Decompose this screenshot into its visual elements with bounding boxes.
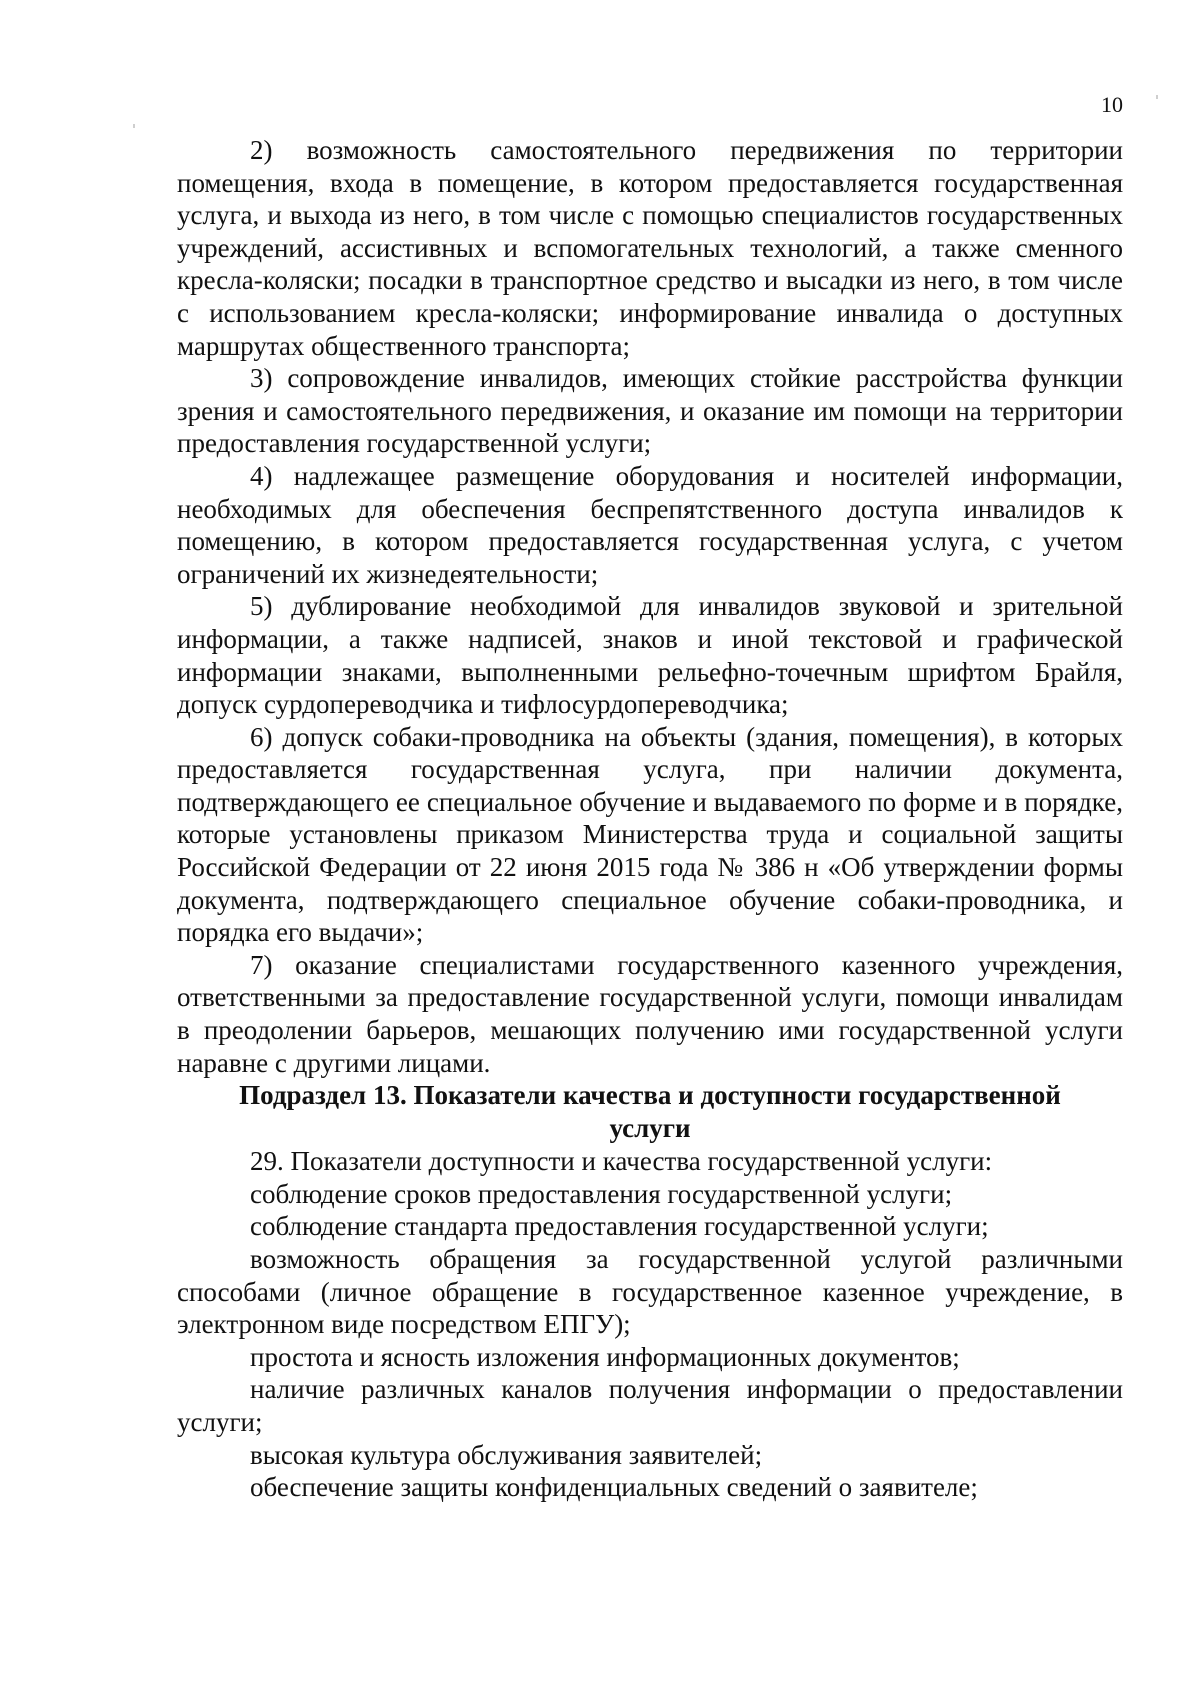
indicator-item: обеспечение защиты конфиденциальных сведений о заявителе; xyxy=(250,1472,978,1503)
indicator-item: наличие различных каналов получения информации о предоставлении услуги; xyxy=(177,1374,1123,1437)
indicator-item: высокая культура обслуживания заявителей; xyxy=(250,1439,763,1470)
list-item-4: 4) надлежащее размещение оборудования и носителей информации, необходимых для обеспечения беспрепятственного доступа инвалидов к помещению, в котором предоставляется государственная услуга, с учетом ограничений их жизнедеятельности; xyxy=(177,460,1123,589)
scan-artifact-left xyxy=(133,124,135,128)
list-item-7: 7) оказание специалистами государственного казенного учреждения, ответственными за предоставление государственной услуги, помощи инвалидам в преодолении барьеров, мешающих получению ими государственной услуги наравне с другими лицами. xyxy=(177,949,1123,1078)
paragraph-29: 29. Показатели доступности и качества государственной услуги: xyxy=(250,1146,993,1177)
indicator-item: соблюдение сроков предоставления государственной услуги; xyxy=(250,1178,953,1209)
scan-artifact-right xyxy=(1156,95,1158,99)
indicator-item: простота и ясность изложения информационных документов; xyxy=(250,1341,960,1372)
list-item-3: 3) сопровождение инвалидов, имеющих стойкие расстройства функции зрения и самостоятельного передвижения, и оказание им помощи на территории предоставления государственной услуги; xyxy=(177,363,1123,459)
list-item-6: 6) допуск собаки-проводника на объекты (здания, помещения), в которых предоставляется государственная услуга, при наличии документа, подтверждающего ее специальное обучение и выдаваемого по форме и в порядке, которые установлены приказом Министерства труда и социальной защиты Российской Федерации от 22 июня 2015 года № 386 н «Об утверждении формы документа, подтверждающего специальное обучение собаки-проводника, и порядка его выдачи»; xyxy=(177,721,1123,948)
indicator-item: возможность обращения за государственной услугой различными способами (личное обращение в государственное казенное учреждение, в электронном виде посредством ЕПГУ); xyxy=(177,1244,1123,1340)
section-heading: Подраздел 13. Показатели качества и доступности государственной услуги xyxy=(239,1080,1061,1144)
document-body xyxy=(177,134,1123,1504)
list-item-2: 2) возможность самостоятельного передвижения по территории помещения, входа в помещение, в котором предоставляется государственная услуга, и выхода из него, в том числе с помощью специалистов государственных учреждений, ассистивных и вспомогательных технологий, а также сменного кресла-коляски; посадки в транспортное средство и высадки из него, в том числе с использованием кресла-коляски; информирование инвалида о доступных маршрутах общественного транспорта; xyxy=(177,135,1123,361)
indicator-item: соблюдение стандарта предоставления государственной услуги; xyxy=(250,1211,989,1242)
list-item-5: 5) дублирование необходимой для инвалидов звуковой и зрительной информации, а также надписей, знаков и иной текстовой и графической информации знаками, выполненными рельефно-точечным шрифтом Брайля, допуск сурдопереводчика и тифлосурдопереводчика; xyxy=(177,591,1123,720)
page-number: 10 xyxy=(1101,92,1123,117)
